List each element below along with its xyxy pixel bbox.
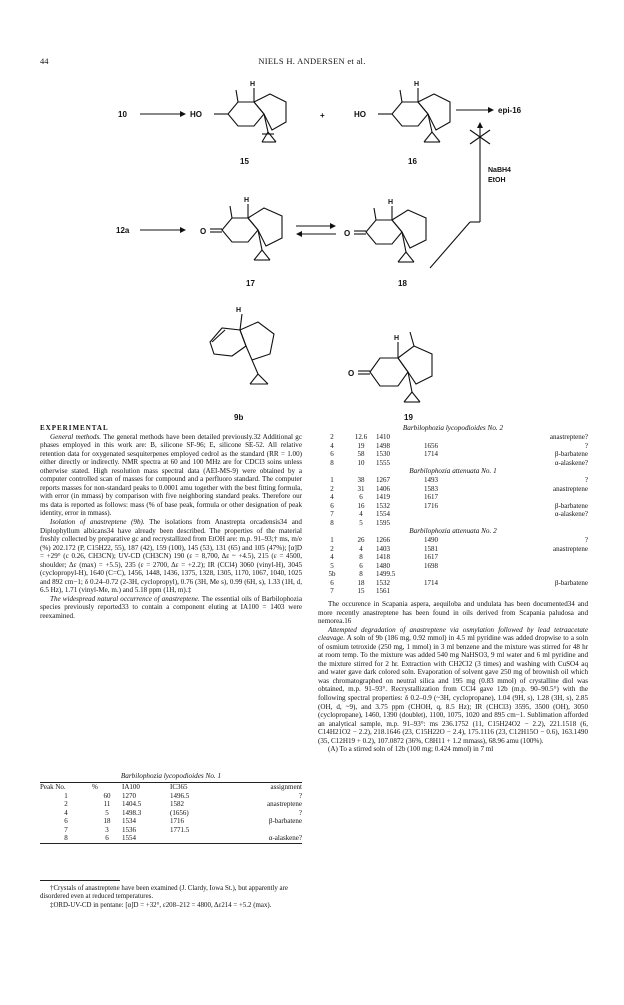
table-cell: 1532 bbox=[376, 578, 390, 587]
table-cell: 1 bbox=[64, 791, 68, 800]
table-row bbox=[40, 792, 302, 801]
label-h-17: H bbox=[244, 197, 250, 204]
label-epi16: epi-16 bbox=[498, 106, 522, 115]
peak-table-1 bbox=[40, 772, 302, 844]
table-cell: 1419 bbox=[376, 493, 390, 501]
table-cell: 1403 bbox=[376, 544, 390, 553]
table-cell: 1716 bbox=[424, 501, 438, 510]
table-cell bbox=[424, 433, 494, 442]
table-cell bbox=[222, 826, 302, 835]
table-cell: 11 bbox=[103, 800, 111, 808]
label-h-18: H bbox=[388, 199, 394, 206]
table-cell: 19 bbox=[357, 441, 365, 450]
table-cell: 1267 bbox=[376, 476, 390, 484]
label-ho-16: HO bbox=[354, 110, 366, 119]
table-row bbox=[318, 510, 588, 519]
table-row bbox=[318, 519, 588, 528]
plus-sign: + bbox=[320, 111, 325, 120]
table-cell: 8 bbox=[359, 570, 363, 578]
col-header: Peak No. bbox=[40, 783, 66, 791]
table-cell: 1617 bbox=[424, 493, 438, 501]
table-cell: 1554 bbox=[376, 510, 390, 518]
structure-18 bbox=[354, 206, 426, 262]
table-cell: 6 bbox=[330, 578, 334, 587]
label-ho-15: HO bbox=[190, 110, 202, 119]
reagent-etoh: EtOH bbox=[488, 177, 506, 184]
table-row bbox=[318, 459, 588, 468]
table-cell: anastreptene bbox=[553, 484, 588, 493]
label-15: 15 bbox=[240, 157, 249, 166]
isolation-paragraph: Isolation of anastreptene (9b). The isolations from Anastrepta orcadensis34 and Diplophyllum albicans34 have already been described. The properties of the material freshly collected by preparative gc and recrystallized from EtOH are: m.p. 91–93;† ms, m/e (%) 202.172 (P, C15H22, 55), 187 (42), 159 (100), 145 (53), 131 (65) and 105 (47%); [α]D = +29° (c 0.26, CH3CN); UV-CD (CH3CN) 190 (ε = 8,700, Δε ~ +4.5), 215 (ε = 4500, shoulder; Δε (max) = +5.5), 235 (ε = 2700, Δε = +2.2); IR (CCl4) 3060 (vinyl-H), 3045 (cyclopropyl-H), 1640 (C=C), 1456, 1448, 1436, 1375, 1328, 1305, 1170, 1067, 1040, 1025 and 892 cm−1; δ 0.24–0.72 (2-3H, cyclopropyl), 0.76 (3H, Me s), 0.99 (6H, s), 1.33 (1H, d, 6.5 Hz), 1.71 (vinyl-Me, m.) and 5.18 ppm (1H, m).‡ bbox=[40, 518, 302, 595]
table-cell: 1536 bbox=[122, 825, 136, 834]
table-cell: 1266 bbox=[376, 536, 390, 544]
table-row bbox=[318, 536, 588, 545]
right-table-grid bbox=[318, 433, 588, 467]
experimental-heading: EXPERIMENTAL bbox=[40, 424, 109, 432]
table-row bbox=[40, 800, 302, 809]
table-cell: 2 bbox=[330, 484, 334, 493]
right-tables bbox=[318, 424, 588, 596]
table-row bbox=[40, 809, 302, 818]
table-cell bbox=[424, 510, 494, 519]
table-cell: 6 bbox=[330, 501, 334, 510]
table-row bbox=[318, 450, 588, 459]
table-cell: 38 bbox=[357, 476, 365, 484]
table-cell: 1554 bbox=[122, 834, 136, 842]
table-cell: 6 bbox=[359, 561, 363, 570]
table-cell: 2 bbox=[64, 800, 68, 808]
label-9b: 9b bbox=[234, 413, 244, 422]
right-column bbox=[318, 600, 588, 754]
table-cell: 1496.5 bbox=[170, 791, 190, 800]
table-cell: 1270 bbox=[122, 791, 136, 800]
table-cell: 3 bbox=[105, 825, 109, 834]
table-cell: 5b bbox=[328, 570, 336, 578]
label-h-16: H bbox=[414, 81, 420, 88]
table-cell: 1555 bbox=[376, 458, 390, 467]
label-17: 17 bbox=[246, 279, 255, 288]
table-cell: 4 bbox=[330, 493, 334, 501]
table-cell: 4 bbox=[64, 808, 68, 817]
table-cell: 31 bbox=[357, 484, 365, 493]
label-o-18: O bbox=[344, 229, 351, 238]
occurrence-paragraph: The widespread natural occurrence of anastreptene. The essential oils of Barbilophozia species previously reported33 to contain a component eluting at IA100 = 1403 were reexamined. bbox=[40, 594, 302, 621]
right-table-title: Barbilophozia attenuata No. 1 bbox=[409, 467, 497, 475]
table-cell: 1530 bbox=[376, 450, 390, 458]
table-cell: 7 bbox=[330, 510, 334, 518]
table-row bbox=[318, 587, 588, 596]
table-cell bbox=[494, 562, 588, 571]
table-cell: 4 bbox=[359, 510, 363, 518]
table-cell: 1583 bbox=[424, 484, 438, 493]
label-12a: 12a bbox=[116, 226, 130, 235]
label-h-9b: H bbox=[236, 307, 242, 314]
table-row bbox=[318, 579, 588, 588]
label-o-19: O bbox=[348, 369, 355, 378]
structure-15 bbox=[214, 88, 286, 142]
table-cell: anastreptene bbox=[267, 800, 302, 808]
table-cell: 1480 bbox=[376, 561, 390, 570]
footnote-1: †Crystals of anastreptene have been examined (J. Clardy, Iowa St.), but apparently are disordered even at reduced temperatures. bbox=[40, 885, 288, 901]
table-cell: (1656) bbox=[170, 808, 189, 817]
table-cell: 1 bbox=[330, 536, 334, 544]
table-cell: 6 bbox=[330, 450, 334, 458]
table-cell: 1418 bbox=[376, 553, 390, 561]
table-cell: 18 bbox=[103, 817, 111, 825]
table-cell: 1698 bbox=[424, 561, 438, 570]
table-cell: ? bbox=[584, 536, 588, 544]
table-cell bbox=[424, 519, 494, 528]
general-methods-paragraph: General methods. The general methods have been detailed previously.32 Additional gc phases employed in this work are: B, silicone SF-96; E, silicone SE-52. All relative retention data for oxygenated sesquiterpenes employed cedrol as the standard (RR = 1.00) either directly or indirectly. NMR spectra at 60 and 100 MHz are for CDCl3 soins unless otherwise stated. High resolution mass spectral data (AEI-MS-9) were obtained by a computer controlled scan of masses for compound and a perfluoro standard. The computer reports masses for non-standard peaks to 0.0001 amu together with the best fitting formula, with error (in mmass) by comparison with five neighboring standard peaks. Therefore our ms data is reported as follows: mass (% of base peak, formula or other designation of peak identity, error in mmass). bbox=[40, 432, 302, 518]
table-cell bbox=[170, 834, 222, 843]
table-row bbox=[318, 562, 588, 571]
table-cell: 1714 bbox=[424, 450, 438, 458]
table-row bbox=[318, 570, 588, 579]
table-cell: 58 bbox=[357, 450, 365, 458]
table-cell: 4 bbox=[330, 553, 334, 561]
degradation-paragraph: Attempted degradation of anastreptene via osmylation followed by lead tetraacetate cleavage. A soln of 9b (186 mg, 0.92 mmol) in 4.5 ml pyridine was added dropwise to a soln of osmium tetroxide (250 mg, 1 mmol) in 3 ml benzene and the mixture was stirred for 48 hr at room temp. To the mixture was added 540 mg NaHSO3, 9 ml water and 6 ml pyridine and the mixture stirred for 2 hr. Extraction with CH2Cl2 (3 times) and washing with CuSO4 aq and water gave dark colored soln. Evaporation of solvent gave 250 mg of brownish oil which was chromatographed on neutral silica and 195 mg (0.83 mmol) of crystalline diol was obtained, m.p. 91–93°. Recrystallization from CCl4 gave 12b (m.p. 90–90.5°) with the following spectral properties: δ 0.2–0.9 (~3H, cyclopropane), 1.04 (9H, s), 1.28 (3H, s), 2.85 (OH, d, ~9), and 3.75 ppm (CHOH, q, 8.5 Hz); IR (CHCl3) 3595, 3500 (OH), 3050 (cyclopropane), 1460, 1390 (doublet), 1100, 1075, 1020 and 895 cm−1. Sublimation afforded an analytical sample, m.p. 91–93°: ms 236.1752 (11, C15H24O2 − 2.2), 221.1518 (6, C14H21O2 − 2.2), 218.1646 (23, C15H22O − 2.4), 175.1116 (23, C12H15O − 0.6), 163.1490 (35, C12H19 + 0.2), 107.0872 (36%, C8H11 + 1.2 mmass), 68.96 amu (100%). bbox=[318, 625, 588, 745]
label-h-19: H bbox=[394, 335, 400, 342]
structure-9b bbox=[210, 314, 274, 384]
table-row bbox=[40, 817, 302, 826]
table-cell: 8 bbox=[330, 458, 334, 467]
table-cell: 1617 bbox=[424, 553, 438, 561]
table-cell: ? bbox=[298, 808, 302, 817]
table-cell: ? bbox=[584, 441, 588, 450]
table-cell: β-barbatene bbox=[554, 501, 588, 510]
table-row bbox=[318, 442, 588, 451]
table-cell bbox=[424, 570, 494, 579]
table-cell: 1714 bbox=[424, 578, 438, 587]
table-cell: 5 bbox=[359, 518, 363, 527]
last-line: (A) To a stirred soln of 12b (100 mg; 0.424 mmol) in 7 ml bbox=[328, 745, 494, 754]
footnote-2: ‡ORD-UV-CD in pentane: [α]D = +32°, ε208–212 = 4800, Δε214 = +5.2 (max). bbox=[50, 901, 272, 909]
col-header: IC365 bbox=[170, 783, 188, 791]
table-cell: 1493 bbox=[424, 476, 438, 484]
table-cell bbox=[494, 570, 588, 579]
table-cell: 7 bbox=[330, 587, 334, 595]
label-o-17: O bbox=[200, 227, 207, 236]
table-cell: α-alaskene? bbox=[554, 510, 588, 518]
table-row bbox=[318, 553, 588, 562]
right-table-grid bbox=[318, 536, 588, 596]
structure-16 bbox=[378, 88, 450, 142]
table-cell: 1595 bbox=[376, 518, 390, 527]
table-cell: 1716 bbox=[170, 817, 184, 825]
table-cell: 1490 bbox=[424, 536, 438, 544]
table-cell: 16 bbox=[357, 501, 365, 510]
table-cell: 1656 bbox=[424, 441, 438, 450]
right-table-title: Barbilophozia attenuata No. 2 bbox=[409, 527, 497, 535]
table-cell: 1406 bbox=[376, 484, 390, 493]
table-cell: 12.6 bbox=[354, 433, 368, 441]
table-cell: 1561 bbox=[376, 587, 390, 595]
table-cell: anastreptene? bbox=[549, 433, 588, 441]
col-header: % bbox=[92, 783, 98, 791]
table-row bbox=[318, 545, 588, 554]
table-cell: 5 bbox=[105, 808, 109, 817]
table-cell: 1534 bbox=[122, 817, 136, 825]
footnotes bbox=[40, 880, 302, 910]
table-cell: 10 bbox=[357, 458, 365, 467]
table-cell: 8 bbox=[64, 834, 68, 842]
table-row bbox=[318, 493, 588, 502]
peak-table-1-title: Barbilophozia lycopodioides No. 1 bbox=[120, 772, 222, 780]
table-row bbox=[318, 502, 588, 511]
table-cell: 6 bbox=[64, 817, 68, 825]
table-cell: β-barbatene bbox=[554, 578, 588, 587]
page-number: 44 bbox=[40, 56, 49, 66]
table-cell: 1581 bbox=[424, 544, 438, 553]
table-cell: 15 bbox=[357, 587, 365, 595]
table-cell: 1 bbox=[330, 476, 334, 484]
table-cell bbox=[424, 459, 494, 468]
table-cell: 1582 bbox=[170, 800, 184, 808]
table-cell: 6 bbox=[105, 834, 109, 842]
table-row bbox=[318, 476, 588, 485]
table-cell: 60 bbox=[103, 791, 111, 800]
table-cell bbox=[494, 519, 588, 528]
scapania-paragraph: The occurence in Scapania aspera, aequiloba and undulata has been documented34 and more recently anastreptene has been found in oils derived from Scapania paludosa and nemorea.16 bbox=[318, 600, 588, 626]
table-cell bbox=[494, 587, 588, 596]
table-cell: 1410 bbox=[376, 433, 390, 441]
table-cell: 2 bbox=[330, 433, 334, 441]
table-cell: 18 bbox=[357, 578, 365, 587]
label-19: 19 bbox=[404, 413, 413, 422]
right-table-title: Barbilophozia lycopodioides No. 2 bbox=[402, 424, 504, 432]
table-cell: 2 bbox=[330, 544, 334, 553]
table-cell: β-barbatene bbox=[268, 817, 302, 825]
reagent-nabh4: NaBH4 bbox=[488, 167, 511, 174]
table-row bbox=[318, 433, 588, 442]
label-18: 18 bbox=[398, 279, 407, 288]
table-cell: 4 bbox=[359, 544, 363, 553]
table-cell: 1499.5 bbox=[376, 570, 396, 578]
col-header: IA100 bbox=[122, 783, 140, 791]
table-cell: 1771.5 bbox=[170, 825, 190, 834]
label-10: 10 bbox=[118, 110, 127, 119]
table-row bbox=[318, 485, 588, 494]
table-row bbox=[40, 834, 302, 843]
table-cell: β-barbatene bbox=[554, 450, 588, 458]
table-cell: ? bbox=[298, 791, 302, 800]
table-cell bbox=[494, 493, 588, 502]
table-cell: α-alaskene? bbox=[554, 458, 588, 467]
table-cell: 7 bbox=[64, 825, 68, 834]
table-cell: α-alaskene? bbox=[268, 834, 302, 842]
table-cell: 26 bbox=[357, 536, 365, 544]
table-cell: 1498 bbox=[376, 441, 390, 450]
left-column bbox=[40, 424, 302, 621]
table-cell: 4 bbox=[330, 441, 334, 450]
table-cell: 8 bbox=[359, 553, 363, 561]
table-cell: ? bbox=[584, 476, 588, 484]
structure-17 bbox=[210, 204, 282, 260]
table-cell: 8 bbox=[330, 518, 334, 527]
label-h-15: H bbox=[250, 81, 256, 88]
table-cell: 1532 bbox=[376, 501, 390, 510]
table-cell: 5 bbox=[330, 561, 334, 570]
table-cell bbox=[494, 553, 588, 562]
table-cell: 1404.5 bbox=[122, 800, 142, 808]
col-header: assignment bbox=[270, 783, 302, 791]
table-cell: 6 bbox=[359, 493, 363, 501]
structure-19 bbox=[358, 332, 432, 402]
table-row bbox=[40, 826, 302, 835]
table-cell: 1498.3 bbox=[122, 808, 142, 817]
right-table-grid bbox=[318, 476, 588, 527]
running-head-authors: NIELS H. ANDERSEN et al. bbox=[258, 56, 366, 66]
table-cell bbox=[424, 587, 494, 596]
table-cell: anastreptene bbox=[553, 544, 588, 553]
reaction-scheme bbox=[0, 72, 624, 482]
label-16: 16 bbox=[408, 157, 417, 166]
peak-table-1-grid bbox=[40, 783, 302, 843]
